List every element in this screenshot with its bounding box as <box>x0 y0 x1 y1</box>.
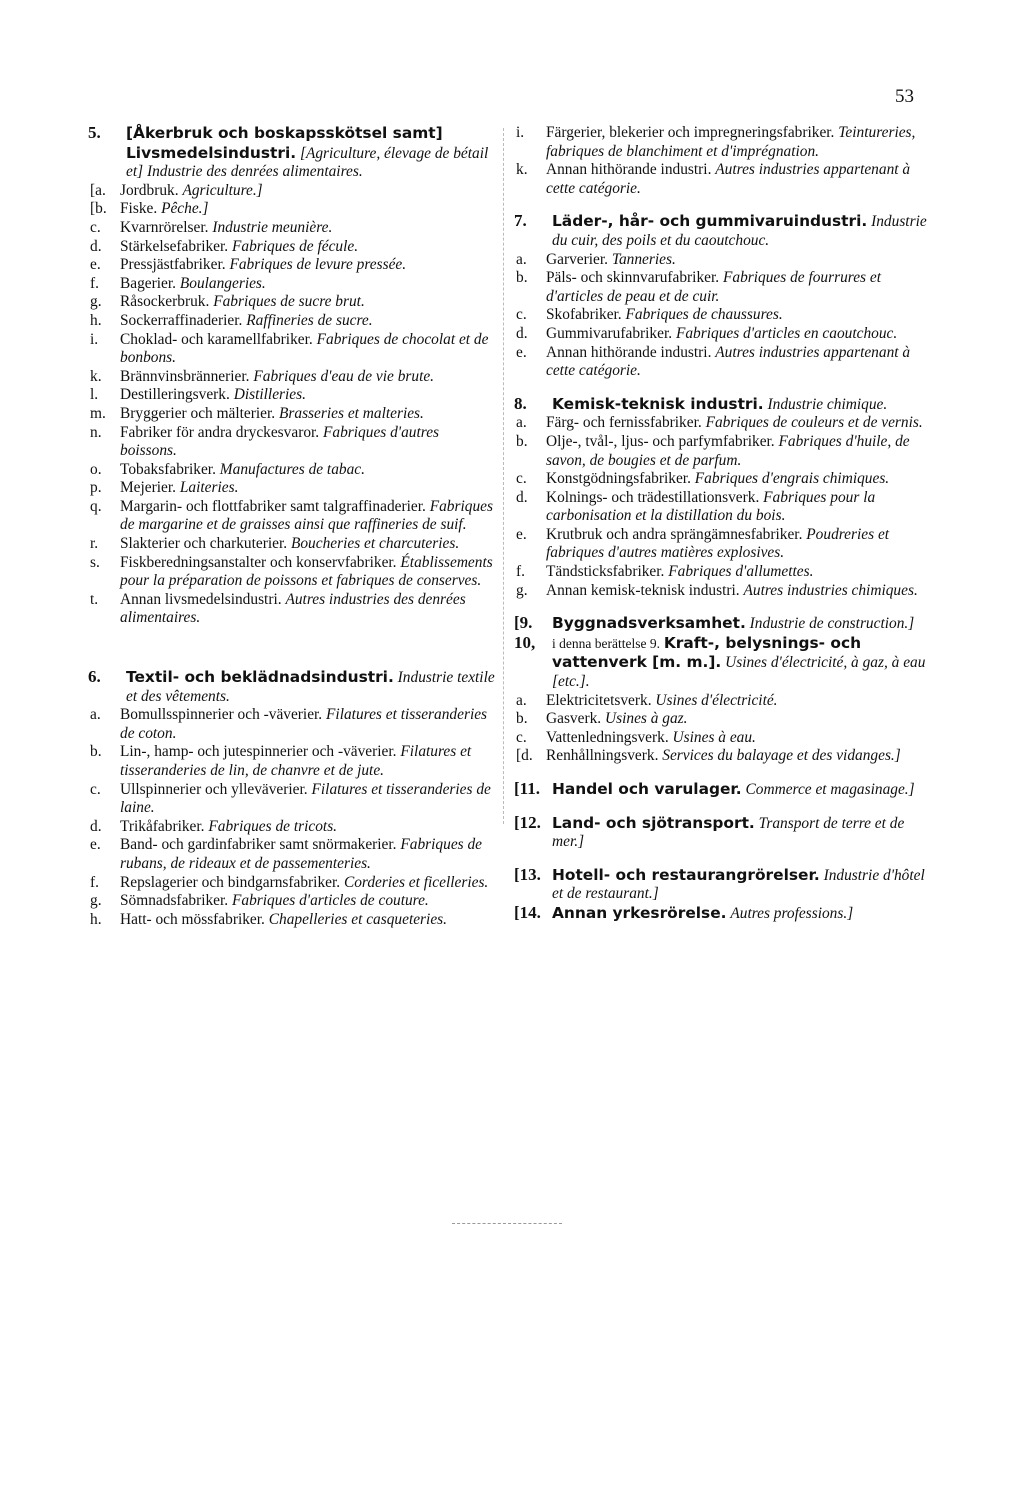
section-number: 6. <box>88 667 101 687</box>
section-number: 5. <box>88 123 101 142</box>
item-french: Autres industries appartenant à cette catégorie. <box>546 161 911 197</box>
item-french: Fabriques de fécule. <box>231 237 359 255</box>
item-swedish: Päls- och skinnvarufabriker. <box>546 269 720 287</box>
item-key: g. <box>516 581 528 599</box>
list-item <box>514 526 930 563</box>
item-key: c. <box>516 306 527 324</box>
item-swedish: Garverier. <box>546 250 608 268</box>
section-heading <box>514 614 930 634</box>
item-key: n. <box>90 423 102 441</box>
item-french: Fabriques d'articles en caoutchouc. <box>675 324 898 342</box>
item-key: k. <box>90 367 102 385</box>
list-item <box>514 433 930 470</box>
item-french: Distilleries. <box>233 386 306 404</box>
item-swedish: Vattenledningsverk. <box>546 728 669 746</box>
list-item <box>88 706 496 743</box>
section-french: Industrie du cuir, des poils et du caoutchouc. <box>552 213 927 249</box>
item-swedish: Gummivarufabriker. <box>546 324 673 342</box>
item-french: Agriculture.] <box>182 181 263 199</box>
list-item <box>88 836 496 873</box>
item-swedish: Sockerraffinaderier. <box>120 311 243 329</box>
spacer <box>514 600 930 614</box>
item-key: t. <box>90 590 99 608</box>
item-key: c. <box>516 470 527 488</box>
item-french: Fabriques de tricots. <box>208 817 338 835</box>
item-key: c. <box>90 780 101 798</box>
item-swedish: Tobaksfabriker. <box>120 460 216 478</box>
item-french: Services du balayage et des vidanges.] <box>662 747 901 765</box>
list-item <box>88 368 496 387</box>
list-item <box>514 161 930 198</box>
item-french: Manufactures de tabac. <box>219 460 365 478</box>
item-french: Industrie meunière. <box>212 218 333 236</box>
list-item <box>514 470 930 489</box>
item-key: i. <box>516 124 525 141</box>
list-item <box>88 554 496 591</box>
item-french: Fabriques d'allumettes. <box>668 563 814 581</box>
item-swedish: Råsockerbruk. <box>120 293 210 311</box>
item-french: Brasseries et malteries. <box>278 404 424 422</box>
list-item <box>514 489 930 526</box>
item-swedish: Ullspinnerier och ylleväverier. <box>120 780 308 798</box>
item-swedish: Renhållningsverk. <box>546 747 659 765</box>
item-key: d. <box>516 488 528 506</box>
list-item <box>88 591 496 628</box>
section-title: Land- och sjötransport. <box>552 813 755 832</box>
item-swedish: Bryggerier och mälterier. <box>120 404 276 422</box>
item-key: o. <box>90 460 102 478</box>
item-french: Fabriques pour la carbonisation et la distillation du bois. <box>546 488 876 525</box>
list-item <box>514 563 930 582</box>
item-key: l. <box>90 386 99 404</box>
item-french: Usines à gaz. <box>605 710 688 728</box>
list-item <box>88 911 496 930</box>
list-item <box>88 219 496 238</box>
section-heading <box>88 668 496 706</box>
item-french: Fabriques d'eau de vie brute. <box>253 367 435 385</box>
footer-rule <box>452 1223 562 1224</box>
item-french: Usines d'électricité. <box>655 691 778 709</box>
list-item <box>88 743 496 780</box>
list-item <box>514 344 930 381</box>
list-item <box>514 251 930 270</box>
item-key: s. <box>90 553 100 571</box>
item-french: Autres industries des denrées alimentaires. <box>120 590 466 627</box>
list-item <box>88 892 496 911</box>
item-key: e. <box>516 343 527 361</box>
item-key: [b. <box>90 200 107 218</box>
list-item <box>88 424 496 461</box>
item-key: q. <box>90 497 102 515</box>
section-french: Autres professions.] <box>730 904 854 922</box>
item-key: d. <box>516 324 528 342</box>
list-item <box>88 781 496 818</box>
section-title: Läder-, hår- och gummivaruindustri. <box>552 212 868 231</box>
list-item <box>88 331 496 368</box>
item-swedish: Hatt- och mössfabriker. <box>120 910 265 928</box>
item-swedish: Margarin- och flottfabriker samt talgraffinaderier. <box>120 497 426 515</box>
item-key: b. <box>516 710 528 728</box>
item-french: Fabriques d'articles de couture. <box>232 892 429 910</box>
item-french: Fabriques de chocolat et de bonbons. <box>120 330 489 367</box>
item-key: b. <box>516 269 528 287</box>
item-french: Fabriques de sucre brut. <box>213 293 365 311</box>
item-swedish: Färg- och fernissfabriker. <box>546 414 702 432</box>
item-french: Autres industries appartenant à cette catégorie. <box>546 343 911 380</box>
section-title: Handel och varulager. <box>552 780 742 798</box>
section-number: [14. <box>514 902 541 922</box>
item-key: f. <box>90 274 99 292</box>
item-swedish: Skofabriker. <box>546 306 622 324</box>
item-french: Fabriques de margarine et de graisses ainsi que raffineries de suif. <box>120 497 493 534</box>
section-number: [11. <box>514 779 540 798</box>
item-key: a. <box>516 691 527 709</box>
section-heading <box>514 866 930 904</box>
left-column <box>88 124 496 929</box>
list-item <box>88 874 496 893</box>
list-item <box>88 238 496 257</box>
item-french: Raffineries de sucre. <box>246 311 373 329</box>
section-french: Industrie chimique. <box>767 395 888 413</box>
list-item <box>88 275 496 294</box>
item-swedish: Kvarnrörelser. <box>120 218 209 236</box>
list-item <box>514 414 930 433</box>
section-french: Usines d'électricité, à gaz, à eau [etc.]. <box>552 654 926 691</box>
item-swedish: Brännvinsbrännerier. <box>120 367 250 385</box>
item-french: Corderies et ficelleries. <box>343 873 489 891</box>
section-title: Kemisk-teknisk industri. <box>552 394 764 413</box>
item-swedish: Färgerier, blekerier och impregneringsfabriker. <box>546 124 835 141</box>
page-number: 53 <box>895 86 914 107</box>
item-swedish: Destilleringsverk. <box>120 386 230 404</box>
list-item <box>88 256 496 275</box>
list-item <box>514 747 930 766</box>
list-item <box>88 479 496 498</box>
spacer <box>514 198 930 212</box>
list-item <box>514 269 930 306</box>
item-french: Filatures et tisseranderies de lin, de chanvre et de jute. <box>120 743 472 779</box>
list-item <box>88 293 496 312</box>
item-key: m. <box>90 404 106 422</box>
item-key: a. <box>516 250 527 268</box>
list-item <box>88 535 496 554</box>
list-item <box>514 306 930 325</box>
item-key: g. <box>90 293 102 311</box>
list-item <box>514 692 930 711</box>
list-item <box>88 461 496 480</box>
section-french: Industrie d'hôtel et de restaurant.] <box>552 866 925 903</box>
item-french: Pêche.] <box>161 200 209 218</box>
item-key: a. <box>516 414 527 432</box>
item-swedish: Bomullsspinnerier och -väverier. <box>120 706 323 724</box>
column-divider <box>503 128 504 824</box>
item-swedish: Slakterier och charkuterier. <box>120 535 288 553</box>
list-item <box>514 710 930 729</box>
item-key: [d. <box>516 747 533 765</box>
item-french: Fabriques de chaussures. <box>625 306 783 324</box>
spacer <box>514 852 930 866</box>
section-title: Kraft-, belysnings- och vattenverk [m. m.]. <box>552 633 862 672</box>
item-french: Boulangeries. <box>179 274 266 292</box>
section-number: [12. <box>514 812 541 832</box>
section-heading <box>514 814 930 852</box>
item-key: r. <box>90 535 99 553</box>
item-french: Filatures et tisseranderies de coton. <box>120 706 488 742</box>
item-swedish: Konstgödningsfabriker. <box>546 470 691 488</box>
item-swedish: Stärkelsefabriker. <box>120 237 229 255</box>
section-french: Industrie de construction.] <box>749 615 915 633</box>
item-french: Fabriques de rubans, de rideaux et de passementeries. <box>120 836 483 872</box>
item-french: Fabriques de levure pressée. <box>229 256 407 274</box>
section-title: [Åkerbruk och boskapsskötsel samt] Livsmedelsindustri. <box>126 124 443 162</box>
item-swedish: Band- och gardinfabriker samt snörmakerier. <box>120 836 397 854</box>
item-key: c. <box>90 218 101 236</box>
section-title: Hotell- och restaurangrörelser. <box>552 865 820 884</box>
item-swedish: Choklad- och karamellfabriker. <box>120 330 313 348</box>
item-swedish: Annan kemisk-teknisk industri. <box>546 581 740 599</box>
item-key: e. <box>90 256 101 274</box>
section-heading <box>514 780 930 800</box>
item-swedish: Fiske. <box>120 200 158 218</box>
list-item <box>88 182 496 201</box>
item-french: Fabriques de couleurs et de vernis. <box>705 414 923 432</box>
section-number: 10, <box>514 632 536 652</box>
item-french: Autres industries chimiques. <box>743 581 918 599</box>
item-swedish: Bagerier. <box>120 274 176 292</box>
section-number: 7. <box>514 211 527 231</box>
item-french: Fabriques d'autres boissons. <box>120 423 440 460</box>
item-swedish: Kolnings- och trädestillationsverk. <box>546 488 760 506</box>
section-heading <box>88 124 496 182</box>
item-swedish: Annan hithörande industri. <box>546 343 712 361</box>
list-item <box>88 498 496 535</box>
list-item <box>88 312 496 331</box>
section-title: Byggnadsverksamhet. <box>552 614 746 633</box>
item-swedish: Krutbruk och andra sprängämnesfabriker. <box>546 525 803 543</box>
item-key: a. <box>90 706 101 724</box>
item-key: f. <box>90 873 99 891</box>
item-swedish: Jordbruk. <box>120 181 179 199</box>
spacer <box>88 628 496 668</box>
list-item <box>514 582 930 601</box>
item-key: p. <box>90 479 102 497</box>
item-key: h. <box>90 311 102 329</box>
item-swedish: Fabriker för andra dryckesvaror. <box>120 423 320 441</box>
list-item <box>88 818 496 837</box>
item-swedish: Fiskberedningsanstalter och konservfabriker. <box>120 553 397 571</box>
item-key: b. <box>90 743 102 761</box>
item-swedish: Sömnadsfabriker. <box>120 892 229 910</box>
list-item <box>88 200 496 219</box>
item-swedish: Gasverk. <box>546 710 602 728</box>
item-key: [a. <box>90 181 106 199</box>
item-french: Teintureries, fabriques de blanchiment et d'imprégnation. <box>546 124 916 160</box>
item-swedish: Tändsticksfabriker. <box>546 563 665 581</box>
item-swedish: Mejerier. <box>120 479 176 497</box>
item-french: Chapelleries et casqueteries. <box>268 910 447 928</box>
item-french: Laiteries. <box>179 479 239 497</box>
item-key: f. <box>516 563 525 581</box>
item-swedish: Olje-, tvål-, ljus- och parfymfabriker. <box>546 432 775 450</box>
item-key: k. <box>516 161 528 179</box>
spacer <box>514 381 930 395</box>
section-heading <box>514 395 930 415</box>
item-french: Fabriques d'huile, de savon, de bougies et de parfum. <box>546 432 910 469</box>
section-french: Transport de terre et de mer.] <box>552 814 905 851</box>
item-key: h. <box>90 910 102 928</box>
section-number: [9. <box>514 613 533 633</box>
right-column <box>514 124 930 924</box>
section-heading <box>514 212 930 250</box>
section-french: Industrie textile et des vêtements. <box>126 669 495 705</box>
item-swedish: Annan livsmedelsindustri. <box>120 590 282 608</box>
item-key: e. <box>90 836 101 854</box>
section-heading <box>514 634 930 692</box>
item-french: Usines à eau. <box>672 728 756 746</box>
section-title: Annan yrkesrörelse. <box>552 903 727 922</box>
list-item <box>514 729 930 748</box>
item-swedish: Lin-, hamp- och jutespinnerier och -väverier. <box>120 743 397 761</box>
list-item <box>514 325 930 344</box>
section-note: i denna berättelse 9. <box>552 635 660 651</box>
item-french: Tanneries. <box>611 250 676 268</box>
item-french: Poudreries et fabriques d'autres matières explosives. <box>546 525 890 562</box>
item-swedish: Annan hithörande industri. <box>546 161 712 179</box>
section-number: [13. <box>514 864 541 884</box>
spacer <box>514 800 930 814</box>
item-swedish: Pressjästfabriker. <box>120 256 226 274</box>
section-heading <box>514 904 930 924</box>
item-swedish: Elektricitetsverk. <box>546 691 652 709</box>
list-item <box>514 124 930 161</box>
item-french: Filatures et tisseranderies de laine. <box>120 780 491 817</box>
item-swedish: Repslagerier och bindgarnsfabriker. <box>120 873 341 891</box>
item-french: Fabriques d'engrais chimiques. <box>694 470 890 488</box>
spacer <box>514 766 930 780</box>
section-title: Textil- och beklädnadsindustri. <box>126 668 394 687</box>
item-key: g. <box>90 892 102 910</box>
section-number: 8. <box>514 393 527 413</box>
item-key: e. <box>516 525 527 543</box>
item-key: b. <box>516 432 528 450</box>
item-key: d. <box>90 237 102 255</box>
list-item <box>88 405 496 424</box>
item-french: Fabriques de fourrures et d'articles de peau et de cuir. <box>546 269 881 305</box>
item-french: Établissements pour la préparation de poissons et fabriques de conserves. <box>120 553 493 590</box>
item-french: Boucheries et charcuteries. <box>290 535 460 553</box>
item-swedish: Trikåfabriker. <box>120 817 205 835</box>
item-key: c. <box>516 728 527 746</box>
list-item <box>88 386 496 405</box>
item-key: i. <box>90 330 99 348</box>
section-french: [Agriculture, élevage de bétail et] Industrie des denrées alimentaires. <box>126 144 489 181</box>
section-french: Commerce et magasinage.] <box>745 781 915 798</box>
item-key: d. <box>90 817 102 835</box>
